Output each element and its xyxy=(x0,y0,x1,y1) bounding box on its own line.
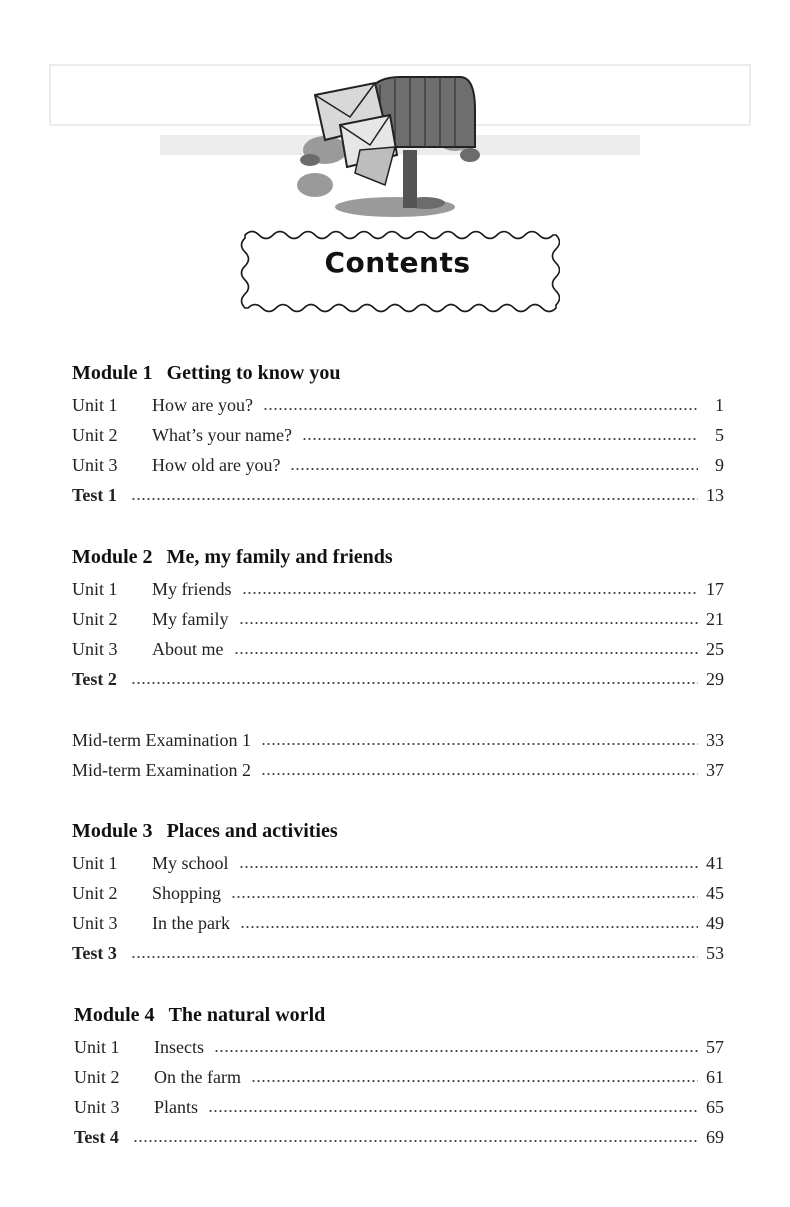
mailbox-with-letters-icon xyxy=(285,55,485,220)
module-heading: Module 4 The natural world xyxy=(74,1004,326,1026)
module-heading: Module 2 Me, my family and friends xyxy=(72,546,393,568)
dot-leader xyxy=(214,1050,698,1052)
page-number: 17 xyxy=(706,579,724,599)
toc-entry[interactable]: Unit 1 Insects 57 xyxy=(74,1037,724,1057)
page-number: 65 xyxy=(706,1097,724,1117)
toc-entry-exam[interactable]: Mid-term Examination 2 37 xyxy=(72,760,724,780)
page-number: 37 xyxy=(706,760,724,780)
page-number: 9 xyxy=(715,455,724,475)
dot-leader xyxy=(261,743,698,745)
toc-entry-test[interactable]: Test 3 53 xyxy=(72,943,724,963)
dot-leader xyxy=(239,622,699,624)
toc-entry[interactable]: Unit 2 My family 21 xyxy=(72,609,724,629)
dot-leader xyxy=(208,1110,698,1112)
page-number: 57 xyxy=(706,1037,724,1057)
dot-leader xyxy=(133,1140,698,1142)
dot-leader xyxy=(251,1080,698,1082)
dot-leader xyxy=(240,926,698,928)
toc-entry[interactable]: Unit 1 My friends 17 xyxy=(72,579,724,599)
toc-entry[interactable]: Unit 1 How are you? 1 xyxy=(72,395,724,415)
page-title: Contents xyxy=(324,246,471,279)
toc-entry[interactable]: Unit 2 On the farm 61 xyxy=(74,1067,724,1087)
toc-entry-test[interactable]: Test 2 29 xyxy=(72,669,724,689)
page-number: 13 xyxy=(706,485,724,505)
page-number: 69 xyxy=(706,1127,724,1147)
toc-entry[interactable]: Unit 3 In the park 49 xyxy=(72,913,724,933)
module-heading: Module 1 Getting to know you xyxy=(72,362,341,384)
toc-entry[interactable]: Unit 3 How old are you? 9 xyxy=(72,455,724,475)
dot-leader xyxy=(261,773,698,775)
toc-entry-exam[interactable]: Mid-term Examination 1 33 xyxy=(72,730,724,750)
dot-leader xyxy=(131,498,698,500)
page-number: 45 xyxy=(706,883,724,903)
toc-entry[interactable]: Unit 3 Plants 65 xyxy=(74,1097,724,1117)
page-number: 21 xyxy=(706,609,724,629)
dot-leader xyxy=(263,408,698,410)
module-heading: Module 3 Places and activities xyxy=(72,820,338,842)
page-number: 33 xyxy=(706,730,724,750)
toc-entry-test[interactable]: Test 4 69 xyxy=(74,1127,724,1147)
toc-entry-test[interactable]: Test 1 13 xyxy=(72,485,724,505)
page-number: 41 xyxy=(706,853,724,873)
dot-leader xyxy=(242,592,699,594)
dot-leader xyxy=(302,438,698,440)
dot-leader xyxy=(131,682,698,684)
dot-leader xyxy=(231,896,698,898)
page-number: 25 xyxy=(706,639,724,659)
page-number: 49 xyxy=(706,913,724,933)
toc-entry[interactable]: Unit 1 My school 41 xyxy=(72,853,724,873)
page-number: 53 xyxy=(706,943,724,963)
page-number: 29 xyxy=(706,669,724,689)
dot-leader xyxy=(234,652,699,654)
toc-entry[interactable]: Unit 3 About me 25 xyxy=(72,639,724,659)
dot-leader xyxy=(131,956,698,958)
toc-entry[interactable]: Unit 2 Shopping 45 xyxy=(72,883,724,903)
toc-entry[interactable]: Unit 2 What’s your name? 5 xyxy=(72,425,724,445)
page-number: 61 xyxy=(706,1067,724,1087)
page-number: 1 xyxy=(715,395,724,415)
page-number: 5 xyxy=(715,425,724,445)
dot-leader xyxy=(290,468,698,470)
dot-leader xyxy=(239,866,699,868)
